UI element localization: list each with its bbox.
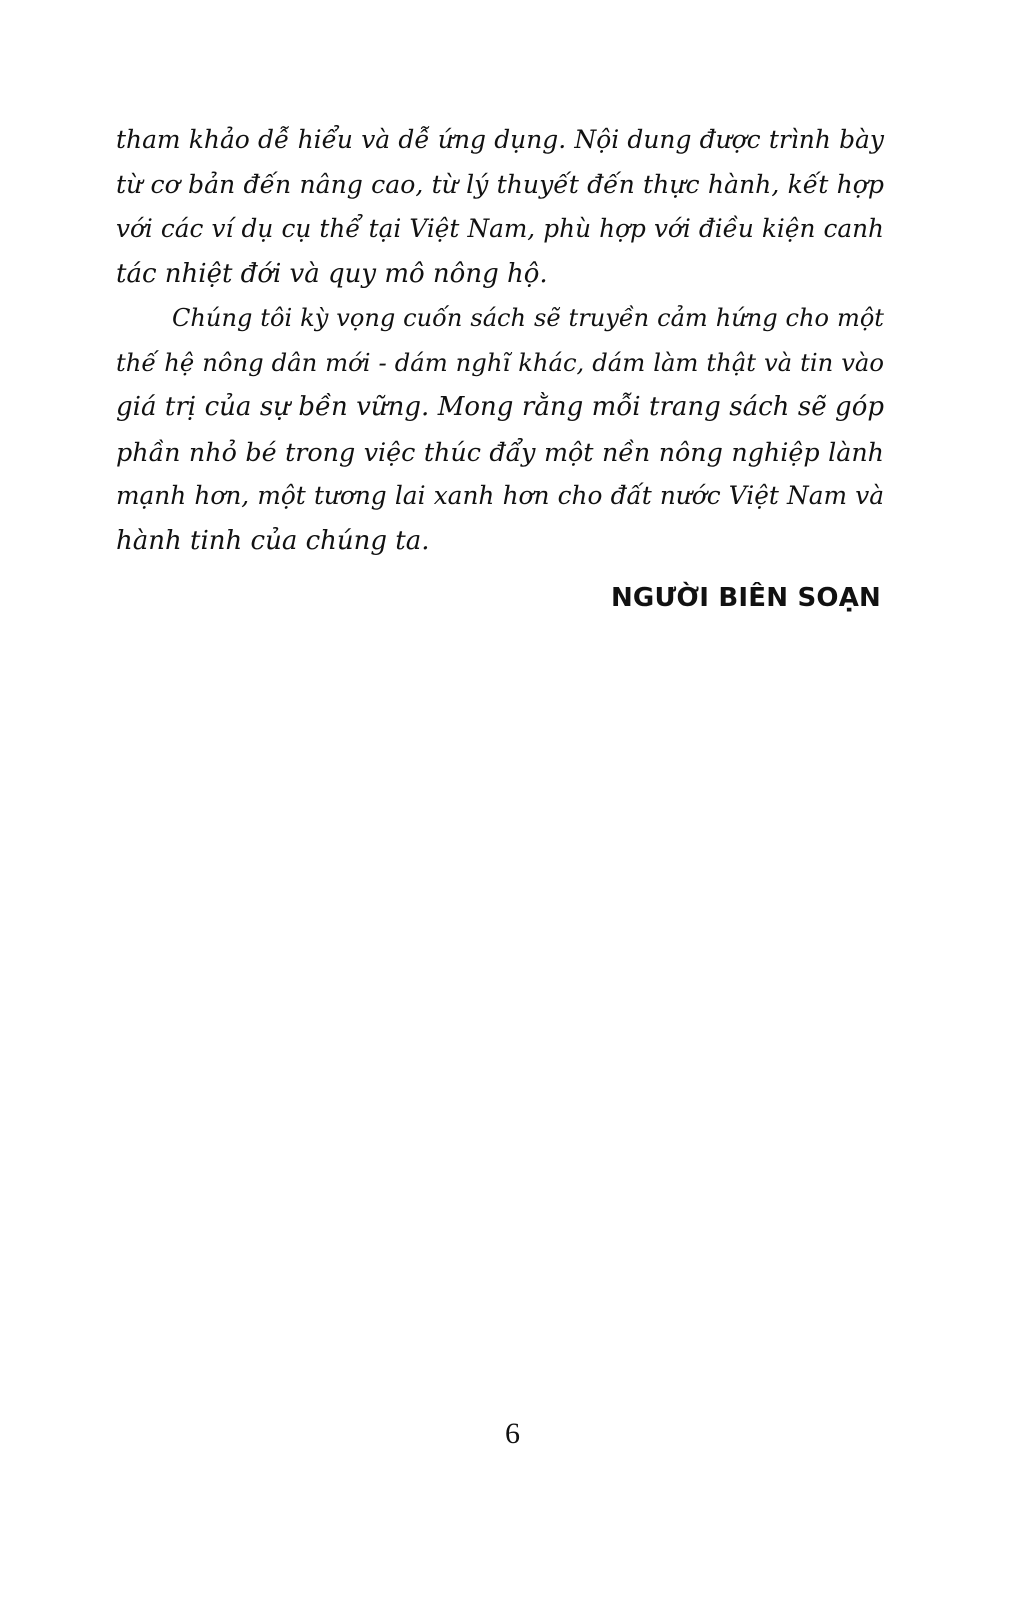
paragraph-2-line: Chúng tôi kỳ vọng cuốn sách sẽ truyền cảm hứng cho một — [172, 304, 884, 332]
page-number: 6 — [505, 1417, 520, 1450]
paragraph-2 — [116, 296, 884, 563]
paragraph-1-line: từ cơ bản đến nâng cao, từ lý thuyết đến thực hành, kết hợp — [116, 169, 884, 199]
paragraph-1-line: tác nhiệt đới và quy mô nông hộ. — [116, 258, 548, 289]
paragraph-2-line: phần nhỏ bé trong việc thúc đẩy một nền nông nghiệp lành — [116, 436, 884, 467]
paragraph-2-line: mạnh hơn, một tương lai xanh hơn cho đất nước Việt Nam và — [116, 481, 884, 510]
paragraph-1-line: với các ví dụ cụ thể tại Việt Nam, phù hợp với điều kiện canh — [116, 214, 884, 243]
paragraph-2-line: hành tinh của chúng ta. — [116, 525, 430, 556]
body-text — [116, 118, 884, 563]
paragraph-1-line: tham khảo dễ hiểu và dễ ứng dụng. Nội dung được trình bày — [116, 125, 884, 154]
paragraph-1 — [116, 118, 884, 296]
author-signature: NGƯỜI BIÊN SOẠN — [610, 583, 881, 613]
paragraph-2-line: giá trị của sự bền vững. Mong rằng mỗi trang sách sẽ góp — [116, 392, 884, 422]
paragraph-2-line: thế hệ nông dân mới - dám nghĩ khác, dám làm thật và tin vào — [116, 347, 884, 377]
